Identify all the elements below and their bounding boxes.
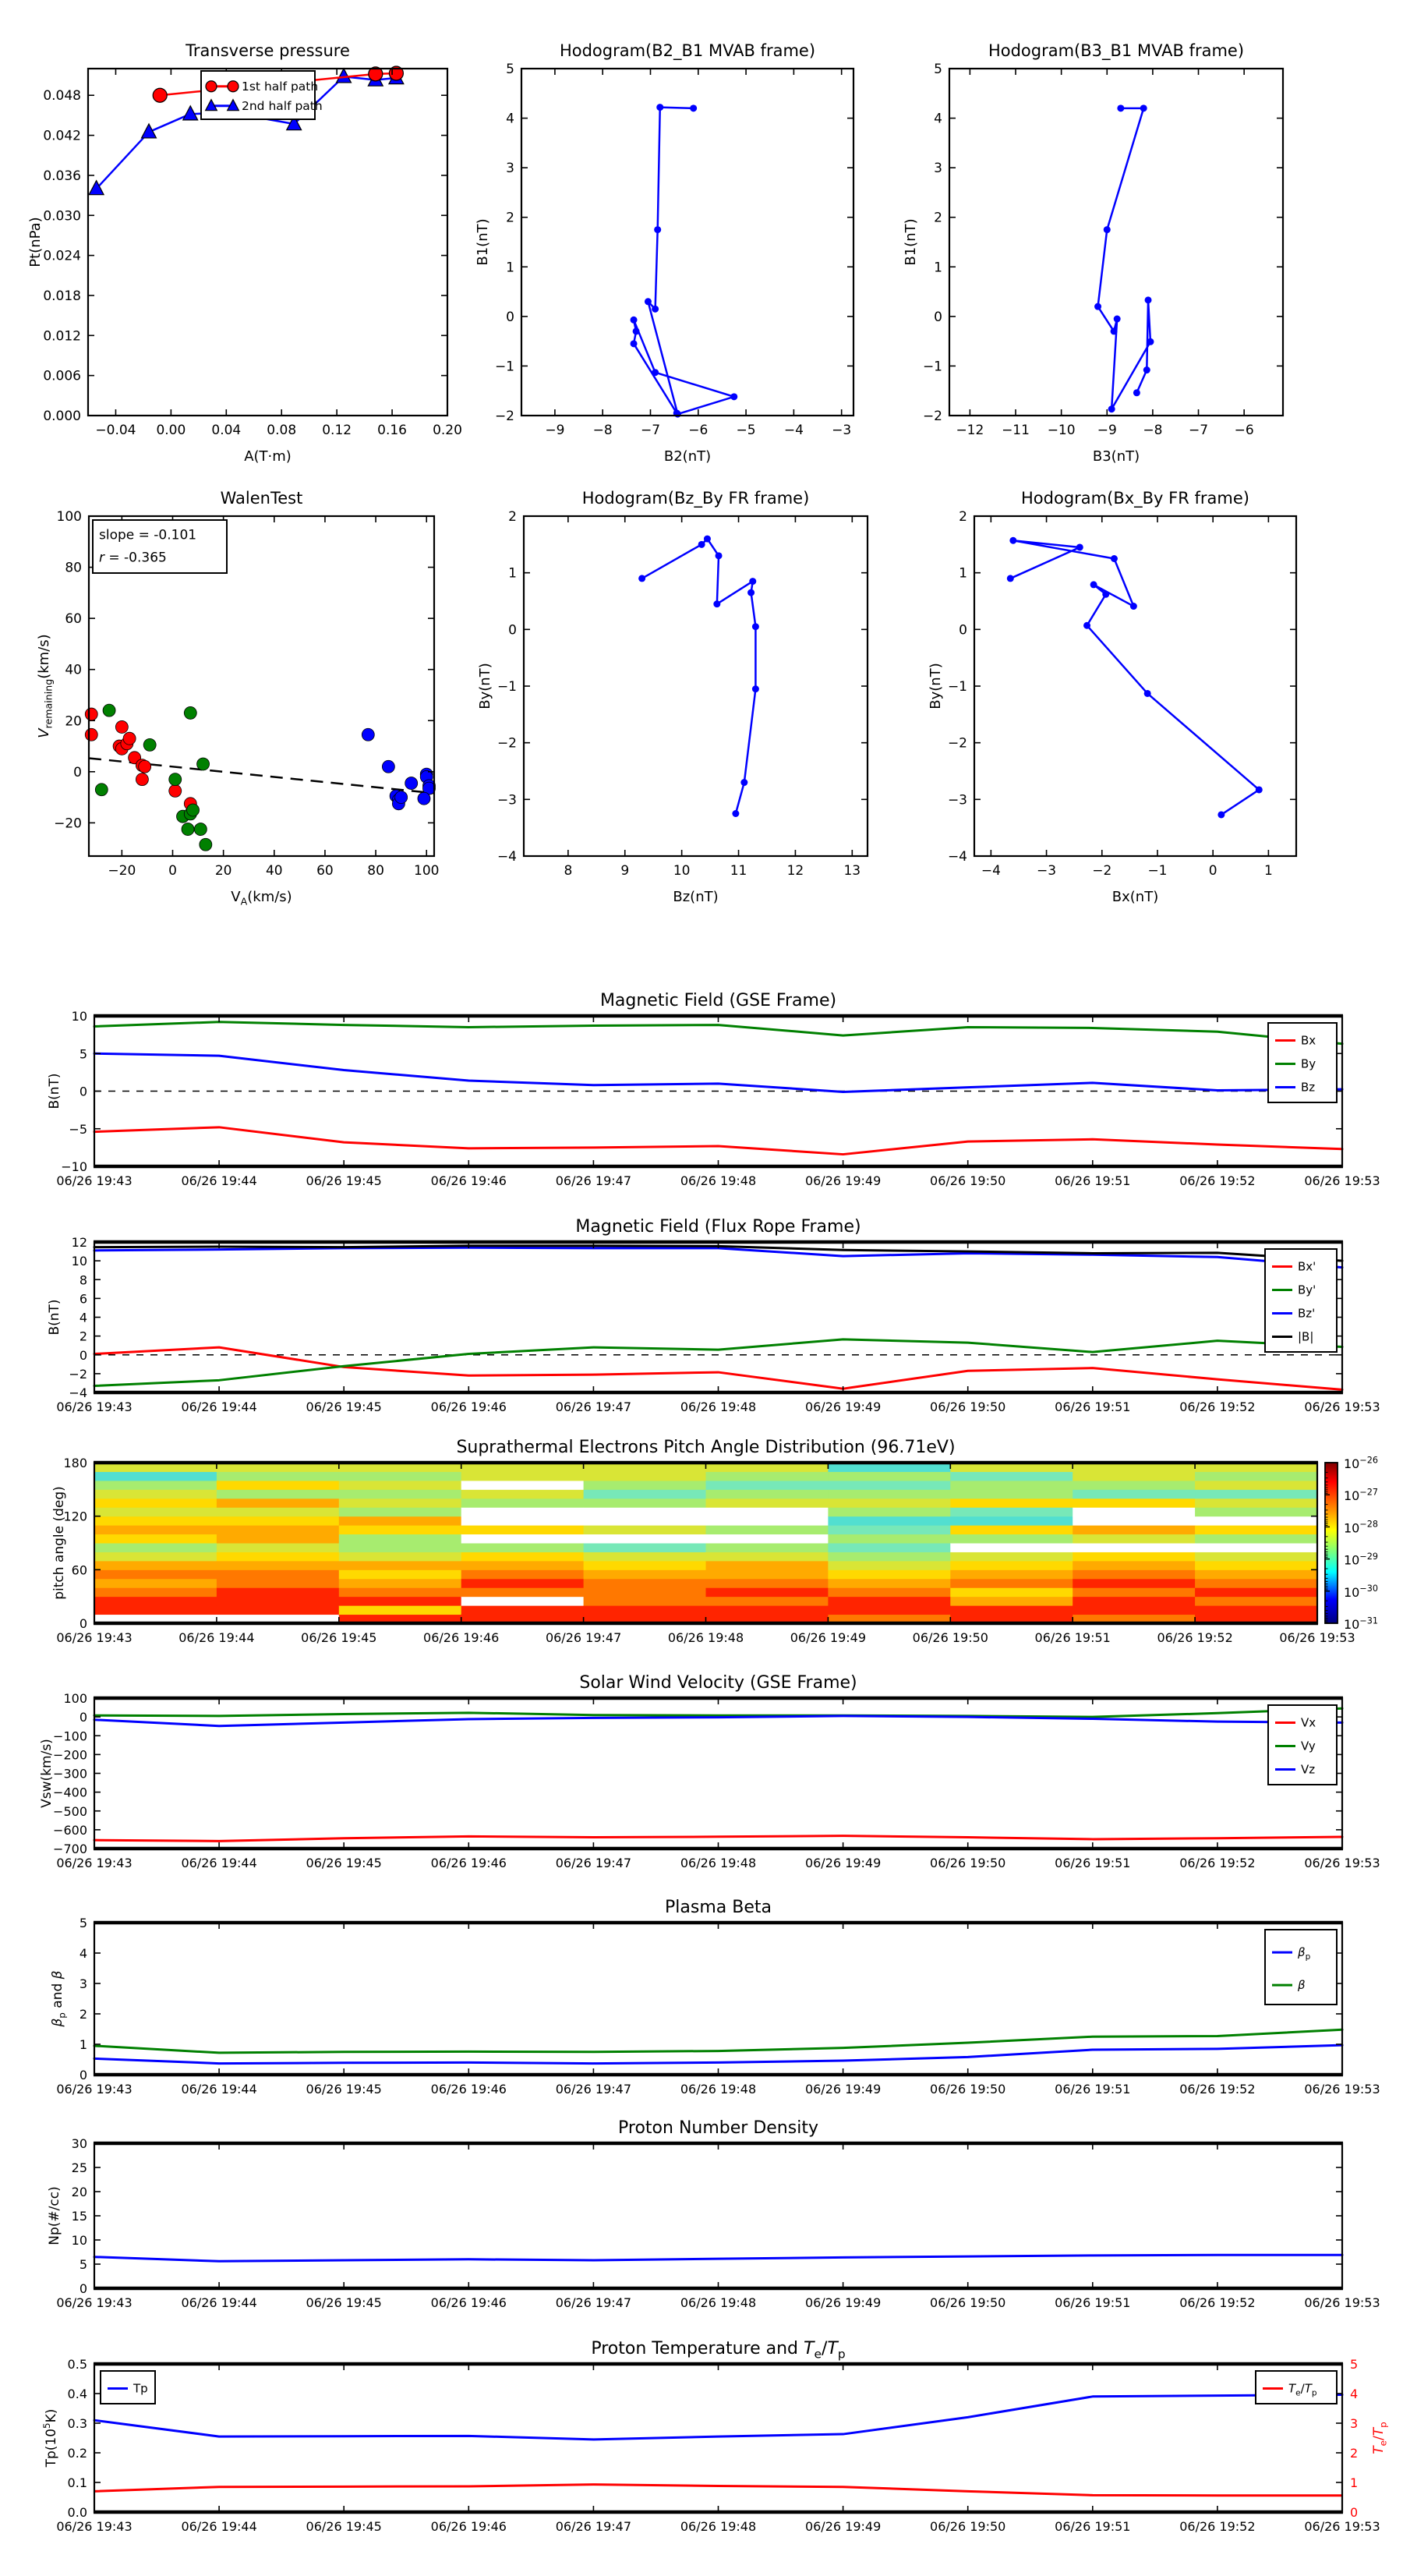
y-tick-label: −200 — [53, 1747, 87, 1763]
x-tick-label: −1 — [1147, 863, 1168, 879]
x-tick-label: 06/26 19:46 — [430, 1173, 507, 1188]
x-tick-label: −20 — [108, 863, 136, 879]
x-axis-label: A(T·m) — [244, 448, 292, 465]
panel-hodogram-bxby — [928, 489, 1296, 905]
x-axis-label: Bx(nT) — [1111, 889, 1159, 905]
x-tick-label: 06/26 19:53 — [1304, 2082, 1380, 2097]
y-tick-label: 0.1 — [67, 2475, 87, 2490]
y-tick-label: −1 — [497, 679, 517, 695]
y-tick-label: 1 — [508, 565, 517, 582]
y-axis-label: Vsw(km/s) — [39, 1739, 55, 1808]
panel-walen-test — [36, 489, 439, 908]
legend-label: $T_e/T_p$ — [1288, 2381, 1317, 2398]
x-tick-label: 80 — [367, 863, 384, 879]
y-tick-label: 1 — [506, 260, 514, 276]
y-tick-label: 0.4 — [67, 2387, 87, 2401]
y-tick-label: 5 — [79, 1916, 87, 1930]
panel-title: Hodogram(B2_B1 MVAB frame) — [559, 41, 816, 60]
y-tick-label: 2 — [508, 509, 517, 525]
y-tick-label: 100 — [56, 509, 82, 525]
y-tick-label: 20 — [71, 2185, 87, 2199]
x-tick-label: 06/26 19:52 — [1179, 2295, 1256, 2310]
x-tick-label: 06/26 19:52 — [1179, 2082, 1256, 2097]
legend-label: Bz — [1301, 1080, 1316, 1095]
x-tick-label: −5 — [736, 423, 756, 438]
x-tick-label: 06/26 19:46 — [430, 2295, 507, 2310]
y-tick-label: 0 — [508, 622, 517, 639]
y-tick-label: 0.036 — [43, 168, 81, 184]
x-tick-label: 06/26 19:50 — [930, 1399, 1006, 1414]
x-tick-label: −2 — [1092, 863, 1112, 879]
x-tick-label: −0.04 — [95, 423, 136, 438]
y-tick-label: 25 — [71, 2160, 87, 2175]
y-tick-label: −2 — [922, 409, 942, 424]
x-tick-label: 06/26 19:48 — [680, 1173, 757, 1188]
y-tick-label: 0.006 — [43, 368, 81, 384]
x-tick-label: 06/26 19:43 — [56, 1856, 133, 1870]
legend-label: 2nd half path — [242, 98, 323, 113]
panel-hodogram-bzby — [477, 489, 868, 905]
y-tick-label: 3 — [934, 161, 942, 177]
panel-solar-wind-velocity — [39, 1673, 1380, 1870]
x-tick-label: −6 — [1234, 423, 1254, 438]
y-axis-label: By(nT) — [928, 663, 944, 709]
x-tick-label: 06/26 19:52 — [1179, 1173, 1256, 1188]
x-tick-label: 06/26 19:43 — [56, 2519, 133, 2534]
x-tick-label: 06/26 19:51 — [1055, 1856, 1131, 1870]
legend — [1265, 1930, 1337, 2005]
x-tick-label: 13 — [843, 863, 861, 879]
legend-label: By — [1301, 1056, 1316, 1071]
x-tick-label: 06/26 19:52 — [1179, 2519, 1256, 2534]
annotation-text: r = -0.365 — [99, 550, 167, 566]
y-tick-label: −10 — [61, 1159, 87, 1174]
x-tick-label: 06/26 19:53 — [1279, 1630, 1355, 1645]
y-tick-label: 8 — [79, 1272, 87, 1288]
x-tick-label: 0.20 — [433, 423, 462, 438]
x-tick-label: 60 — [316, 863, 334, 879]
panel-title: Hodogram(Bx_By FR frame) — [1021, 489, 1249, 508]
x-tick-label: 06/26 19:45 — [306, 1399, 382, 1414]
x-tick-label: 06/26 19:52 — [1179, 1856, 1256, 1870]
y-tick-label: 100 — [63, 1691, 87, 1706]
y-tick-label: −300 — [53, 1766, 87, 1782]
y-tick-label: −4 — [947, 849, 967, 865]
panel-title: Magnetic Field (GSE Frame) — [599, 991, 837, 1010]
x-tick-label: 0.04 — [211, 423, 242, 438]
y-axis-label: Pt(nPa) — [27, 217, 44, 267]
x-tick-label: 06/26 19:45 — [306, 2295, 382, 2310]
x-tick-label: 0.16 — [377, 423, 408, 438]
y-tick-label: 40 — [65, 662, 82, 678]
x-tick-label: 06/26 19:46 — [430, 2519, 507, 2534]
colorbar-label: $10^{-27}$ — [1344, 1487, 1378, 1504]
x-tick-label: −7 — [1189, 423, 1209, 438]
y-tick-label: 0 — [79, 2281, 87, 2296]
y-tick-label: 2 — [506, 210, 514, 226]
x-tick-label: −4 — [981, 863, 1001, 879]
x-tick-label: 06/26 19:50 — [930, 1173, 1006, 1188]
panel-mag-gse — [47, 991, 1380, 1188]
x-tick-label: 06/26 19:51 — [1055, 2295, 1131, 2310]
legend-label: Bx — [1301, 1033, 1316, 1048]
y-tick-label: 2 — [79, 1329, 87, 1344]
x-tick-label: 06/26 19:44 — [178, 1630, 255, 1645]
x-tick-label: 06/26 19:44 — [181, 1173, 257, 1188]
colorbar-label: $10^{-29}$ — [1344, 1551, 1378, 1568]
y-tick-label: 1 — [79, 2037, 87, 2052]
y-tick-label: 3 — [506, 161, 514, 177]
y-tick-label: 0 — [506, 309, 514, 325]
x-tick-label: 06/26 19:45 — [306, 1856, 382, 1870]
right-tick-label: 5 — [1350, 2357, 1359, 2372]
right-tick-label: 1 — [1350, 2475, 1359, 2490]
x-tick-label: −7 — [640, 423, 661, 438]
x-tick-label: 20 — [214, 863, 232, 879]
y-tick-label: 20 — [65, 713, 82, 730]
x-tick-label: −9 — [545, 423, 565, 438]
right-tick-label: 0 — [1350, 2505, 1359, 2520]
y-tick-label: 10 — [71, 2233, 87, 2248]
y-tick-label: 0 — [79, 1347, 87, 1363]
y-tick-label: 1 — [959, 565, 967, 582]
x-axis-label: B2(nT) — [663, 448, 712, 465]
y-tick-label: 0.000 — [43, 409, 81, 424]
x-tick-label: 06/26 19:50 — [930, 2519, 1006, 2534]
y-tick-label: 0.2 — [67, 2446, 87, 2461]
panel-plasma-beta — [50, 1898, 1380, 2097]
panel-transverse-pressure — [27, 41, 462, 465]
y-axis-label: B1(nT) — [475, 218, 491, 266]
y-tick-label: 4 — [79, 1310, 87, 1325]
x-tick-label: 06/26 19:45 — [306, 2082, 382, 2097]
x-tick-label: 06/26 19:47 — [555, 1856, 632, 1870]
panel-hodogram-b3b1 — [903, 41, 1283, 465]
x-tick-label: 06/26 19:49 — [804, 1856, 882, 1870]
x-tick-label: 06/26 19:53 — [1304, 2295, 1380, 2310]
annotation-text: slope = -0.101 — [99, 527, 197, 543]
colorbar-label: $10^{-30}$ — [1344, 1583, 1378, 1600]
panel-title: WalenTest — [220, 489, 303, 508]
right-tick-label: 2 — [1350, 2446, 1359, 2461]
x-tick-label: −3 — [832, 423, 852, 438]
x-tick-label: 8 — [564, 863, 573, 879]
y-tick-label: −3 — [947, 792, 967, 809]
y-tick-label: 3 — [79, 1976, 87, 1991]
x-tick-label: 06/26 19:50 — [912, 1630, 988, 1645]
y-tick-label: −4 — [69, 1385, 87, 1400]
y-tick-label: 10 — [71, 1254, 87, 1269]
x-tick-label: 06/26 19:43 — [56, 1399, 133, 1414]
colorbar-label: $10^{-28}$ — [1344, 1519, 1378, 1536]
x-tick-label: 06/26 19:43 — [56, 1630, 133, 1645]
y-axis-label: $\beta_p$ and β — [50, 1970, 68, 2027]
legend-label: Bx' — [1298, 1259, 1316, 1274]
x-tick-label: 06/26 19:49 — [804, 2519, 882, 2534]
y-tick-label: 0.5 — [67, 2357, 87, 2372]
x-tick-label: 06/26 19:47 — [555, 2295, 632, 2310]
y-tick-label: 5 — [79, 1046, 87, 1062]
y-tick-label: 180 — [63, 1456, 87, 1470]
x-tick-label: 06/26 19:51 — [1034, 1630, 1111, 1645]
legend-label: Tp — [133, 2381, 148, 2396]
y-tick-label: 2 — [959, 509, 967, 525]
y-tick-label: 5 — [79, 2257, 87, 2272]
x-tick-label: 06/26 19:51 — [1055, 1173, 1131, 1188]
x-tick-label: 06/26 19:51 — [1055, 1399, 1131, 1414]
y-tick-label: 0.030 — [43, 208, 81, 225]
y-tick-label: 12 — [71, 1235, 87, 1250]
y-tick-label: 0 — [79, 1616, 87, 1631]
x-tick-label: 06/26 19:47 — [555, 2082, 632, 2097]
x-tick-label: −12 — [956, 423, 984, 438]
x-tick-label: 06/26 19:48 — [680, 1856, 757, 1870]
panel-proton-density — [47, 2118, 1380, 2310]
legend-label: Vx — [1301, 1715, 1316, 1730]
y-tick-label: 0 — [79, 2068, 87, 2082]
y-axis-label: B(nT) — [47, 1073, 62, 1109]
y-tick-label: 2 — [934, 210, 942, 226]
x-tick-label: 06/26 19:44 — [181, 1399, 257, 1414]
y-tick-label: 80 — [65, 560, 82, 576]
x-tick-label: 06/26 19:51 — [1055, 2082, 1131, 2097]
x-tick-label: 06/26 19:53 — [1304, 1856, 1380, 1870]
x-tick-label: 12 — [786, 863, 804, 879]
panel-title: Proton Temperature and $T_e/T_p$ — [591, 2339, 846, 2362]
y-axis-label: pitch angle (deg) — [51, 1486, 67, 1600]
x-axis-label: $V_A(km/s)$ — [231, 889, 292, 908]
x-axis-label: Bz(nT) — [673, 889, 719, 905]
x-tick-label: 06/26 19:46 — [430, 2082, 507, 2097]
panel-pitch-angle-dist — [51, 1438, 1378, 1645]
x-tick-label: 06/26 19:44 — [181, 2519, 257, 2534]
legend-label: |B| — [1298, 1329, 1314, 1344]
colorbar-label: $10^{-26}$ — [1344, 1455, 1378, 1471]
y-tick-label: 4 — [79, 1946, 87, 1961]
x-tick-label: 06/26 19:53 — [1304, 1399, 1380, 1414]
x-tick-label: 06/26 19:50 — [930, 2295, 1006, 2310]
x-tick-label: 06/26 19:48 — [680, 2519, 757, 2534]
y-axis-label: Np(#/cc) — [47, 2186, 62, 2245]
y-tick-label: 0 — [79, 1710, 87, 1725]
y-tick-label: −100 — [53, 1729, 87, 1744]
x-tick-label: 06/26 19:48 — [680, 2082, 757, 2097]
x-tick-label: 06/26 19:46 — [430, 1856, 507, 1870]
x-tick-label: 0.12 — [322, 423, 352, 438]
legend-label: By' — [1298, 1283, 1316, 1297]
y-tick-label: −600 — [53, 1822, 87, 1838]
y-tick-label: 0.042 — [43, 128, 81, 144]
legend-label: Vz — [1301, 1762, 1316, 1777]
y-tick-label: 0.048 — [43, 88, 81, 104]
x-tick-label: 06/26 19:43 — [56, 2295, 133, 2310]
x-tick-label: 100 — [414, 863, 440, 879]
x-tick-label: 11 — [730, 863, 747, 879]
y-axis-label: By(nT) — [477, 663, 493, 709]
x-tick-label: 06/26 19:44 — [181, 2295, 257, 2310]
x-tick-label: −3 — [1037, 863, 1057, 879]
y-tick-label: 0 — [79, 1084, 87, 1099]
y-tick-label: −20 — [54, 816, 82, 832]
y-tick-label: −500 — [53, 1803, 87, 1819]
legend-label: Vy — [1301, 1739, 1316, 1753]
y-tick-label: −700 — [53, 1842, 87, 1856]
x-tick-label: 06/26 19:53 — [1304, 2519, 1380, 2534]
x-tick-label: 06/26 19:45 — [306, 2519, 382, 2534]
x-tick-label: 06/26 19:46 — [430, 1399, 507, 1414]
x-tick-label: 06/26 19:48 — [667, 1630, 744, 1645]
x-tick-label: 06/26 19:48 — [680, 1399, 757, 1414]
y-tick-label: 6 — [79, 1291, 87, 1307]
y-tick-label: 5 — [934, 62, 942, 77]
x-tick-label: −8 — [1143, 423, 1163, 438]
y-tick-label: 0.012 — [43, 328, 81, 345]
x-tick-label: 06/26 19:50 — [930, 2082, 1006, 2097]
y-tick-label: −2 — [947, 735, 967, 752]
x-tick-label: −4 — [783, 423, 804, 438]
x-tick-label: 06/26 19:50 — [930, 1856, 1006, 1870]
y-tick-label: 0.024 — [43, 248, 81, 264]
x-tick-label: −11 — [1002, 423, 1030, 438]
y-axis-label: B(nT) — [47, 1299, 62, 1336]
x-tick-label: 06/26 19:47 — [555, 1399, 632, 1414]
x-tick-label: 0.08 — [267, 423, 297, 438]
y-tick-label: −3 — [497, 792, 517, 809]
legend-label: 1st half path — [242, 79, 319, 94]
x-tick-label: 10 — [673, 863, 691, 879]
y-tick-label: 30 — [71, 2136, 87, 2151]
y-tick-label: 60 — [71, 1562, 87, 1578]
panel-mag-flux-rope — [47, 1217, 1380, 1414]
y-tick-label: 2 — [79, 2007, 87, 2022]
x-tick-label: 06/26 19:49 — [804, 2295, 882, 2310]
x-tick-label: 06/26 19:46 — [423, 1630, 500, 1645]
y-tick-label: 0.018 — [43, 288, 81, 304]
y-tick-label: 0.3 — [67, 2416, 87, 2431]
y-tick-label: 15 — [71, 2209, 87, 2224]
y-tick-label: −5 — [69, 1121, 87, 1137]
x-tick-label: 06/26 19:43 — [56, 1173, 133, 1188]
y-tick-label: 60 — [65, 611, 82, 628]
legend-label: β — [1298, 1978, 1306, 1993]
x-tick-label: 06/26 19:47 — [555, 2519, 632, 2534]
right-tick-label: 4 — [1350, 2387, 1359, 2401]
y-axis-label: B1(nT) — [903, 218, 919, 266]
y-axis-label: $V_{remaining}(km/s)$ — [36, 634, 55, 738]
y-tick-label: −4 — [497, 849, 517, 865]
y-tick-label: 120 — [63, 1509, 87, 1524]
x-tick-label: 06/26 19:45 — [301, 1630, 377, 1645]
x-tick-label: 06/26 19:51 — [1055, 2519, 1131, 2534]
x-tick-label: 9 — [620, 863, 630, 879]
x-tick-label: 0 — [168, 863, 177, 879]
y-tick-label: 0 — [959, 622, 967, 639]
y-axis-label: $Tp(10^5K)$ — [41, 2408, 59, 2468]
right-tick-label: 3 — [1350, 2416, 1359, 2431]
panel-title: Hodogram(Bz_By FR frame) — [581, 489, 810, 508]
y-tick-label: 4 — [506, 111, 514, 127]
y-tick-label: −2 — [69, 1366, 87, 1382]
y-tick-label: −1 — [494, 359, 514, 375]
x-tick-label: −6 — [688, 423, 709, 438]
y-tick-label: −400 — [53, 1785, 87, 1800]
y-tick-label: −1 — [922, 359, 942, 375]
y-tick-label: −2 — [497, 735, 517, 752]
panel-title: Suprathermal Electrons Pitch Angle Distribution (96.71eV) — [456, 1438, 956, 1457]
panel-hodogram-b2b1 — [475, 41, 853, 465]
x-tick-label: −9 — [1097, 423, 1117, 438]
x-tick-label: 40 — [265, 863, 283, 879]
x-tick-label: 06/26 19:47 — [545, 1630, 622, 1645]
x-tick-label: 0 — [1208, 863, 1217, 879]
colorbar-label: $10^{-31}$ — [1344, 1615, 1378, 1632]
x-tick-label: 06/26 19:44 — [181, 2082, 257, 2097]
y-tick-label: 0 — [73, 764, 82, 780]
x-tick-label: 06/26 19:49 — [790, 1630, 867, 1645]
y-tick-label: 0.0 — [67, 2505, 87, 2520]
panel-title: Solar Wind Velocity (GSE Frame) — [579, 1673, 857, 1693]
y-tick-label: 1 — [934, 260, 942, 276]
x-tick-label: 0.00 — [156, 423, 186, 438]
x-tick-label: 06/26 19:49 — [804, 2082, 882, 2097]
panel-title: Transverse pressure — [186, 41, 350, 60]
y-tick-label: 4 — [934, 111, 942, 127]
x-axis-label: B3(nT) — [1092, 448, 1140, 465]
legend-label: Bz' — [1298, 1306, 1316, 1321]
x-tick-label: 06/26 19:49 — [804, 1173, 882, 1188]
y-tick-label: −1 — [947, 679, 967, 695]
x-tick-label: 06/26 19:43 — [56, 2082, 133, 2097]
y-tick-label: 10 — [71, 1009, 87, 1024]
right-axis-label: $T_e/T_p$ — [1371, 2422, 1389, 2454]
x-tick-label: 06/26 19:44 — [181, 1856, 257, 1870]
panel-proton-temperature — [41, 2339, 1389, 2534]
x-tick-label: 06/26 19:48 — [680, 2295, 757, 2310]
x-tick-label: 06/26 19:52 — [1157, 1630, 1233, 1645]
x-tick-label: 06/26 19:45 — [306, 1173, 382, 1188]
y-tick-label: 5 — [506, 62, 514, 77]
panel-title: Proton Number Density — [618, 2118, 818, 2138]
x-tick-label: 06/26 19:52 — [1179, 1399, 1256, 1414]
x-tick-label: 06/26 19:49 — [804, 1399, 882, 1414]
legend-label: $\beta_p$ — [1298, 1945, 1311, 1962]
panel-title: Magnetic Field (Flux Rope Frame) — [575, 1217, 861, 1237]
x-tick-label: 1 — [1263, 863, 1273, 879]
x-tick-label: 06/26 19:53 — [1304, 1173, 1380, 1188]
x-tick-label: −8 — [592, 423, 613, 438]
panel-title: Hodogram(B3_B1 MVAB frame) — [988, 41, 1245, 60]
y-tick-label: 0 — [934, 309, 942, 325]
y-tick-label: −2 — [494, 409, 514, 424]
x-tick-label: 06/26 19:47 — [555, 1173, 632, 1188]
panel-title: Plasma Beta — [665, 1898, 772, 1917]
x-tick-label: −10 — [1047, 423, 1076, 438]
